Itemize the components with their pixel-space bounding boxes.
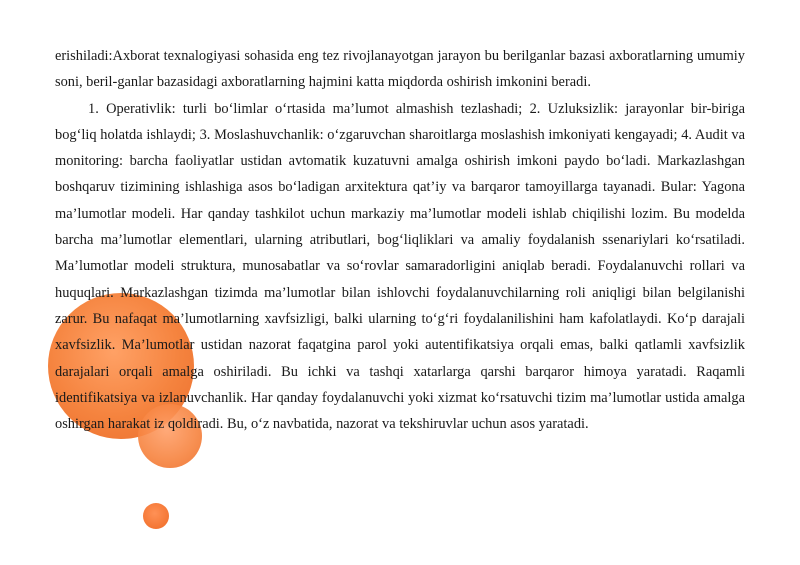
- paragraph-intro: erishiladi:Axborat texnalogiyasi sohasida eng tez rivojlanayotgan jarayon bu berilganlar bazasi axboratlarning umumiy soni, beril-ganlar bazasidagi axboratlarning hajmini katta miqdorda oshirish imkonini beradi.: [55, 48, 745, 91]
- paragraph-principles: 1. Operativlik: turli bo‘limlar o‘rtasida ma’lumot almashish tezlashadi; 2. Uzluksizlik: jarayonlar bir-biriga bog‘liq holatda ishlaydi; 3. Moslashuvchanlik: o‘zgaruvchan sharoitlarga moslashish imkoniyati kengayadi; 4. Audit va monitoring: barcha faoliyatlar ustidan avtomatik kuzatuvni amalga oshirish imkoni paydo bo‘ladi. Markazlashgan boshqaruv tizimining ishlashiga asos bo‘ladigan arxitektura qat’iy va barqaror tamoyillarga tayanadi. Bular: Yagona ma’lumotlar modeli. Har qanday tashkilot uchun markaziy ma’lumotlar modeli ishlab chiqilishi lozim. Bu modelda barcha ma’lumotlar elementlari, ularning atributlari, bog‘liqliklari va amaliy foydalanish ssenariylari ko‘rsatiladi. Ma’lumotlar modeli struktura, munosabatlar va so‘rovlar samaradorligini aniqlab beradi. Foydalanuvchi rollari va huquqlari. Markazlashgan tizimda ma’lumotlar bilan ishlovchi foydalanuvchilarning roli aniqligi bilan belgilanishi zarur. Bu nafaqat ma’lumotlarning xavfsizligi, balki ularning to‘g‘ri foydalanilishini ham kafolatlaydi. Ko‘p darajali xavfsizlik. Ma’lumotlar ustidan nazorat faqatgina parol yoki autentifikatsiya orqali emas, balki qatlamli xavfsizlik darajalari orqali amalga oshiriladi. Bu ichki va tashqi xatarlarga qarshi barqaror himoya yaratadi. Raqamli identifikatsiya va izlanuvchanlik. Har qanday foydalanuvchi yoki xizmat ko‘rsatuvchi tizim ma’lumotlar ustida amalga oshirgan harakat iz qoldiradi. Bu, o‘z navbatida, nazorat va tekshiruvlar uchun asos yaratadi.: [55, 100, 745, 433]
- body-text: [55, 43, 745, 437]
- decorative-orange-circle-small: [143, 503, 169, 529]
